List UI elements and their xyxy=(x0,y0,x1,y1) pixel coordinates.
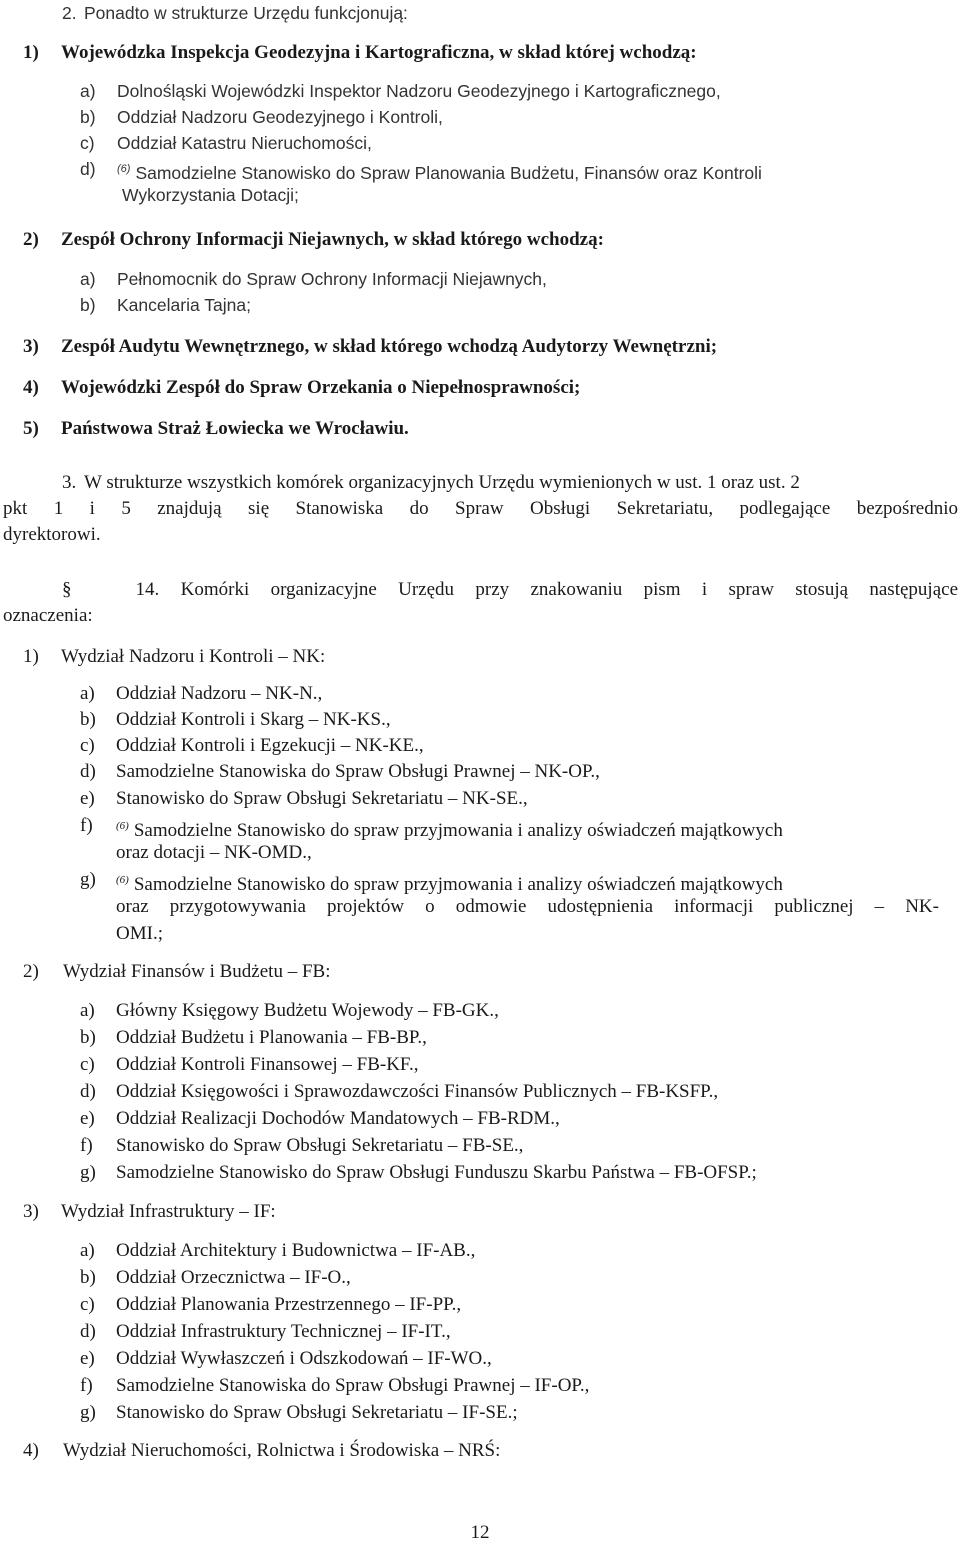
section-14-line-1: § 14. Komórki organizacyjne Urzędu przy znakowaniu pism i spraw stosują następujące xyxy=(62,579,958,600)
section-14-line-2: oznaczenia: xyxy=(3,605,93,626)
footnote-ref: (6) xyxy=(117,163,131,175)
intro-number: 2. xyxy=(62,3,77,23)
section-3-line-3: dyrektorowi. xyxy=(3,524,101,545)
footnote-ref: (6) xyxy=(116,874,129,886)
intro-text: Ponadto w strukturze Urzędu funkcjonują: xyxy=(84,3,408,23)
page-number: 12 xyxy=(470,1522,490,1543)
wig-title: Wojewódzka Inspekcja Geodezyjna i Kartograficzna, w skład której wchodzą: xyxy=(61,42,697,63)
nk-item-g-cont: oraz przygotowywania projektów o odmowie udostępnienia informacji publicznej – NK- xyxy=(116,896,939,917)
paragraph-mark: § xyxy=(62,579,72,600)
section-3-line-2: pkt 1 i 5 znajdują się Stanowiska do Spraw Obsługi Sekretariatu, podlegające bezpośrednio xyxy=(3,498,958,519)
wig-number: 1) xyxy=(23,42,39,63)
footnote-ref: (6) xyxy=(116,820,129,832)
